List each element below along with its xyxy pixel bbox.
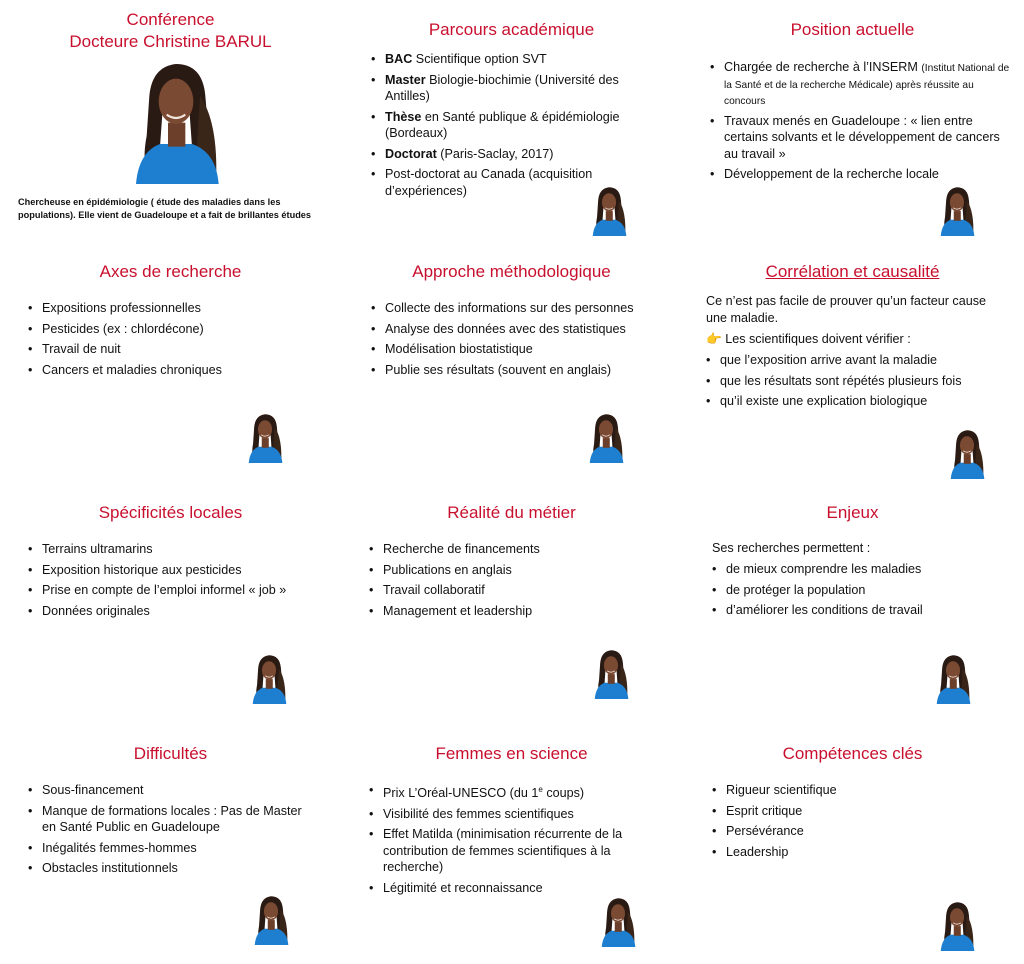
list-item: • Cancers et maladies chroniques (28, 362, 318, 379)
slide-parcours (341, 0, 682, 241)
slide-specificites (0, 482, 341, 723)
caption: Chercheuse en épidémiologie ( étude des maladies dans les populations). Elle vient de Guadeloupe et a fait de brillantes études (18, 197, 312, 220)
slide-competences (682, 723, 1023, 964)
bullet-list (371, 300, 671, 382)
list-item: • qu’il existe une explication biologique (706, 393, 1006, 410)
list-item: • Doctorat (Paris-Saclay, 2017) (371, 146, 656, 163)
slide-title: Femmes en science (435, 744, 588, 763)
slide-enjeux (682, 482, 1023, 723)
list-item: • que l’exposition arrive avant la maladie (706, 352, 1006, 369)
pointing-hand-icon: 👉 (706, 332, 722, 346)
lead-line: 👉 Les scientifiques doivent vérifier : (706, 332, 911, 346)
slide-title: Difficultés (133, 744, 208, 763)
slide-correlation (682, 241, 1023, 482)
list-item: • Exposition historique aux pesticides (28, 562, 328, 579)
bullet-list (712, 561, 1012, 623)
bullet-list (706, 352, 1006, 414)
portrait-thumbnail (924, 899, 990, 951)
bullet-list (28, 541, 328, 623)
slide-title: Compétences clés (782, 744, 923, 763)
slide-position (682, 0, 1023, 241)
list-item: • Analyse des données avec des statistiques (371, 321, 671, 338)
portrait-thumbnail (573, 411, 639, 463)
bullet-list (28, 300, 318, 382)
list-item: • de protéger la population (712, 582, 1012, 599)
slide-title: Approche méthodologique (412, 262, 611, 281)
bullet-list (369, 782, 659, 900)
list-item: • Prix L’Oréal-UNESCO (du 1e coups) (369, 782, 659, 802)
list-item: • Persévérance (712, 823, 1002, 840)
bullet-list (28, 782, 318, 881)
slide-title: Enjeux (826, 503, 879, 522)
portrait-thumbnail (920, 652, 986, 704)
list-item: • Publie ses résultats (souvent en anglais) (371, 362, 671, 379)
list-item: • Effet Matilda (minimisation récurrente de la contribution de femmes scientifiques à la recherche) (369, 826, 659, 876)
portrait-large (88, 56, 264, 184)
slide-title: Réalité du métier (447, 503, 576, 522)
slide-femmes-science (341, 723, 682, 964)
list-item: • Obstacles institutionnels (28, 860, 318, 877)
portrait-thumbnail (924, 184, 990, 236)
list-item: • Travail collaboratif (369, 582, 669, 599)
list-item: • Rigueur scientifique (712, 782, 1002, 799)
list-item: • Leadership (712, 844, 1002, 861)
slide-title: Conférence (126, 10, 215, 29)
slide-title: Axes de recherche (99, 262, 242, 281)
slide-title: Position actuelle (790, 20, 915, 39)
list-item: • Développement de la recherche locale (710, 166, 1010, 183)
slide-methodologie (341, 241, 682, 482)
slide-title: Parcours académique (428, 20, 595, 39)
list-item: • Travaux menés en Guadeloupe : « lien entre certains solvants et le développement de cancers au travail » (710, 113, 1010, 163)
bullet-list (369, 541, 669, 623)
slide-title: Spécificités locales (98, 503, 243, 522)
list-item: • Inégalités femmes-hommes (28, 840, 318, 857)
portrait-thumbnail (934, 427, 1000, 479)
list-item: • Management et leadership (369, 603, 669, 620)
portrait-thumbnail (578, 647, 644, 699)
bullet-list (371, 51, 656, 203)
list-item: • Thèse en Santé publique & épidémiologie (Bordeaux) (371, 109, 656, 142)
list-item: • Données originales (28, 603, 328, 620)
lead-text: Ses recherches permettent : (712, 541, 871, 555)
portrait-thumbnail (238, 893, 304, 945)
portrait-thumbnail (576, 184, 642, 236)
list-item: • Pesticides (ex : chlordécone) (28, 321, 318, 338)
list-item: • Publications en anglais (369, 562, 669, 579)
list-item: • Modélisation biostatistique (371, 341, 671, 358)
slide-realite (341, 482, 682, 723)
list-item: • Travail de nuit (28, 341, 318, 358)
slide-conference (0, 0, 341, 241)
list-item: • Visibilité des femmes scientifiques (369, 806, 659, 823)
portrait-thumbnail (585, 895, 651, 947)
bullet-list (710, 59, 1010, 187)
list-item: • BAC Scientifique option SVT (371, 51, 656, 68)
portrait-thumbnail (232, 411, 298, 463)
list-item: • Légitimité et reconnaissance (369, 880, 659, 897)
list-item: • Esprit critique (712, 803, 1002, 820)
slide-subtitle: Docteure Christine BARUL (69, 32, 272, 51)
bullet-list (712, 782, 1002, 864)
list-item: • Post-doctorat au Canada (acquisition d’expériences) (371, 166, 656, 199)
intro-text: Ce n’est pas facile de prouver qu’un facteur cause une maladie. (706, 294, 987, 325)
list-item: • Recherche de financements (369, 541, 669, 558)
list-item: • Manque de formations locales : Pas de Master en Santé Public en Guadeloupe (28, 803, 318, 836)
list-item: • Master Biologie-biochimie (Université des Antilles) (371, 72, 656, 105)
list-item: • Chargée de recherche à l’INSERM (Institut National de la Santé et de la recherche Médicale) après réussite au concours (710, 59, 1010, 109)
list-item: • que les résultats sont répétés plusieurs fois (706, 373, 1006, 390)
list-item: • de mieux comprendre les maladies (712, 561, 1012, 578)
slide-title: Corrélation et causalité (765, 262, 940, 281)
list-item: • Collecte des informations sur des personnes (371, 300, 671, 317)
list-item: • Sous-financement (28, 782, 318, 799)
list-item: • Prise en compte de l’emploi informel « job » (28, 582, 328, 599)
list-item: • Terrains ultramarins (28, 541, 328, 558)
list-item: • Expositions professionnelles (28, 300, 318, 317)
slide-axes (0, 241, 341, 482)
list-item: • d’améliorer les conditions de travail (712, 602, 1012, 619)
portrait-thumbnail (236, 652, 302, 704)
slide-difficultes (0, 723, 341, 964)
